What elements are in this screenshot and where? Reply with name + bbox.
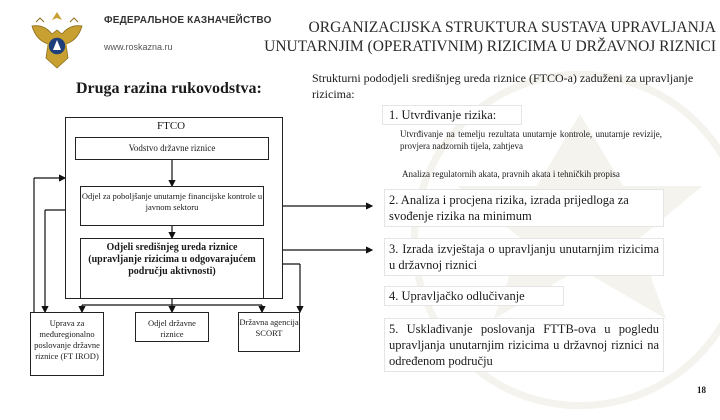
step3-text: 3. Izrada izvještaja o upravljanju unutarnjim rizicima u državnoj riznici xyxy=(384,238,664,276)
brand-url[interactable]: www.roskazna.ru xyxy=(104,42,173,52)
leadership-box: Vodstvo državne riznice xyxy=(75,137,269,160)
brand-title: ФЕДЕРАЛЬНОЕ КАЗНАЧЕЙСТВО xyxy=(104,15,272,26)
interregional-box: Uprava za međuregionalno poslovanje državne riznice (FT IROD) xyxy=(30,312,104,376)
treasury-dept-box: Odjel državne riznice xyxy=(135,312,209,342)
step4-text: 4. Upravljačko odlučivanje xyxy=(384,286,564,306)
analysis-note: Analiza regulatornih akata, pravnih akata i tehničkih propisa xyxy=(402,169,620,179)
central-units-box: Odjeli središnjeg ureda riznice (upravljanje rizicima u odgovarajućem području aktivnosti) xyxy=(80,238,264,299)
step2-text: 2. Analiza i procjena rizika, izrada prijedloga za svođenje rizika na minimum xyxy=(384,189,664,227)
slide-title: ORGANIZACIJSKA STRUKTURA SUSTAVA UPRAVLJANJA UNUTARNJIM (OPERATIVNIM) RIZICIMA U DRŽAVNOJ RIZNICI xyxy=(264,19,716,55)
step1-detail: Utvrđivanje na temelju rezultata unutarnje kontrole, unutarnje revizije, provjera nadzornih tijela, zahtjeva xyxy=(400,129,662,151)
improvement-dept-box: Odjel za poboljšanje unutarnje financijske kontrole u javnom sektoru xyxy=(80,186,264,226)
subtitle: Druga razina rukovodstva: xyxy=(76,80,262,97)
step5-text: 5. Usklađivanje poslovanja FTTB-ova u pogledu upravljanja unutarnjim rizicima u državnoj riznici na određenom području xyxy=(384,318,664,372)
step1-title: 1. Utvrđivanje rizika: xyxy=(382,105,522,125)
intro-text: Strukturni pododjeli središnjeg ureda riznice (FTCO-a) zaduženi za upravljanje rizicima: xyxy=(312,71,694,101)
ftco-label: FTCO xyxy=(157,120,186,132)
scort-box: Državna agencija SCORT xyxy=(238,312,300,352)
page-number: 18 xyxy=(697,385,706,395)
